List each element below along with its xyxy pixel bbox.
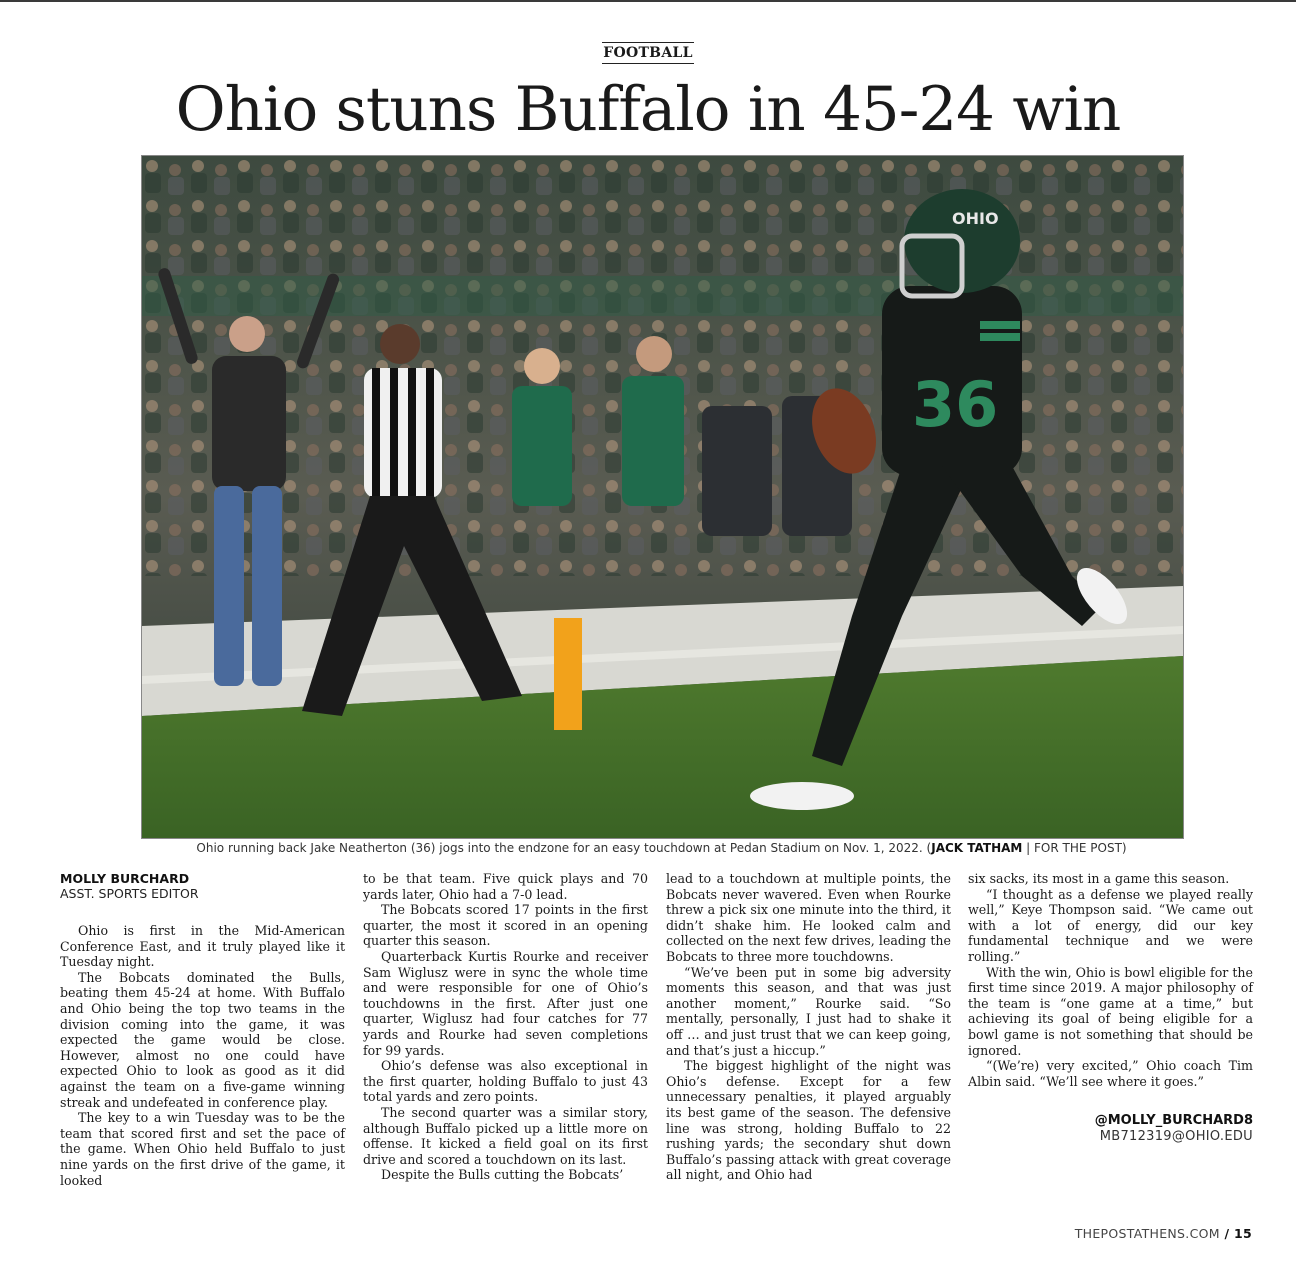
paragraph: The second quarter was a similar story, although Buffalo picked up a little more on offense. It kicked a field goal on its first drive and scored a touchdown on its last. [363,1104,648,1167]
paragraph: lead to a touchdown at multiple points, the Bobcats never wavered. Even when Rourke threw a pick six one minute into the third, it didn’t shake him. He looked calm and collected on the next few drives, leading the Bobcats to three more touchdowns. [666,871,951,964]
footer-site: THEPOSTATHENS.COM [1074,1226,1220,1241]
paragraph: The Bobcats scored 17 points in the first quarter, the most it scored in an opening quarter this season. [363,902,648,949]
caption-text: Ohio running back Jake Neatherton (36) jogs into the endzone for an easy touchdown at Pedan Stadium on Nov. 1, 2022. ( [196,841,932,855]
author-email: MB712319@OHIO.EDU [1099,1129,1253,1145]
lead-photo [141,155,1184,839]
paragraph: Quarterback Kurtis Rourke and receiver Sam Wiglusz were in sync the whole time and were responsible for one of Ohio’s touchdowns in the first. After just one quarter, Wiglusz had four catches for 77 yards and Rourke had seven completions for 99 yards. [363,948,648,1058]
author-social-handle: @MOLLY_BURCHARD8 [1094,1113,1253,1129]
paragraph: The key to a win Tuesday was to be the team that scored first and set the pace of the game. When Ohio held Buffalo to just nine yards on the first drive of the game, it looked [60,1110,345,1188]
author-contact [968,1113,1253,1145]
paragraph: Ohio’s defense was also exceptional in the first quarter, holding Buffalo to just 43 total yards and zero points. [363,1058,648,1105]
helmet-logo: OHIO [952,209,999,228]
top-rule [0,0,1296,2]
paragraph: Despite the Bulls cutting the Bobcats’ [381,1167,624,1183]
section-name: FOOTBALL [602,42,694,64]
footer-separator: / [1219,1226,1234,1241]
paragraph: Ohio is first in the Mid-American Conference East, and it truly played like it Tuesday night. [60,923,345,970]
byline-name: MOLLY BURCHARD [60,871,190,886]
paragraph: “I thought as a defense we played really well,” Keye Thompson said. “We came out with a lot of energy, did our key fundamental technique and we were rolling.” [968,886,1253,964]
jersey-number: 36 [912,368,999,441]
section-label [0,42,1296,64]
credit-suffix: | FOR THE POST) [1022,841,1127,855]
paragraph: The Bobcats dominated the Bulls, beating them 45-24 at home. With Buffalo and Ohio being the top two teams in the division coming into the game, it was expected the game would be close. However, almost no one could have expected Ohio to look as good as it did against the team on a five-game winning streak and undefeated in conference play. [60,969,345,1110]
paragraph: “We’ve been put in some big adversity moments this season, and that was just another moment,” Rourke said. “So mentally, personally, I just had to shake it off … and just trust that we can keep going, and that’s just a hiccup.” [666,964,951,1058]
paragraph: With the win, Ohio is bowl eligible for the first time since 2019. A major philosophy of the team is “one game at a time,” but achieving its goal of being eligible for a bowl game is not something that should be ignored. [968,964,1253,1058]
paragraph: “(We’re) very excited,” Ohio coach Tim Albin said. “We’ll see where it goes.” [968,1058,1253,1089]
page-footer [1075,1226,1252,1241]
article-column-4 [968,871,1253,1145]
photographer-credit: JACK TATHAM [931,841,1023,855]
paragraph: The biggest highlight of the night was Ohio’s defense. Except for a few unnecessary penalties, it played arguably its best game of the season. The defensive line was strong, holding Buffalo to 22 rushing yards; the secondary shut down Buffalo’s passing attack with great coverage all night, and Ohio had [666,1058,951,1183]
article-column-1 [60,871,345,1188]
article-column-3 [666,871,951,1183]
photo-caption [141,840,1182,856]
paragraph: to be that team. Five quick plays and 70 yards later, Ohio had a 7-0 lead. [363,871,648,902]
paragraph: six sacks, its most in a game this season. [968,871,1230,886]
headline: Ohio stuns Buffalo in 45-24 win [175,74,1121,145]
article-column-2 [363,871,648,1183]
byline-title: ASST. SPORTS EDITOR [60,886,199,901]
page-number: 15 [1234,1226,1252,1241]
